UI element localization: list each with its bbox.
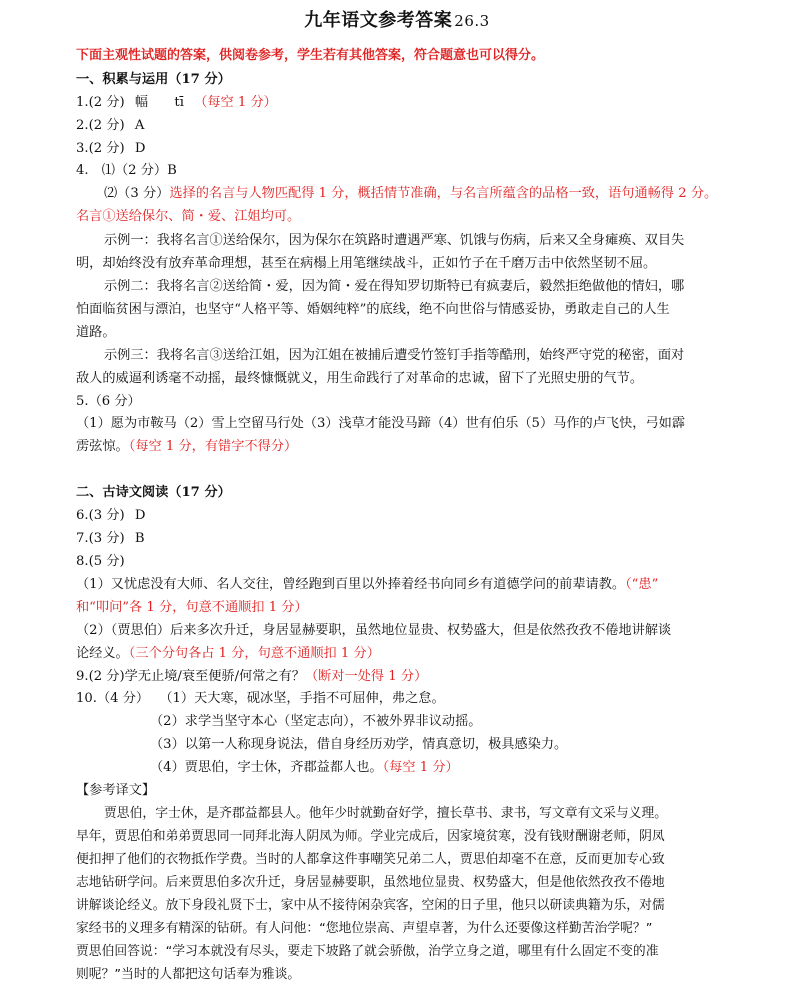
translation-line: 贾思伯回答说：“学习本就没有尽头，要走下坡路了就会骄傲，治学立身之道，哪里有什么固定不变的准 (76, 944, 659, 959)
q8-a2-remark: （三个分句各占 1 分，句意不通顺扣 1 分） (128, 646, 380, 661)
translation-line: 早年，贾思伯和弟弟贾思同一同拜北海人阴凤为师。学业完成后，因家境贫寒，没有钱财酬谢老师，阴凤 (76, 829, 665, 844)
q1-answer: 幅 tī (134, 95, 184, 110)
q4-example2-line1: 示例二：我将名言②送给简・爱，因为简・爱在得知罗切斯特已有疯妻后，毅然拒绝做他的情妇，哪 (104, 279, 685, 294)
q1-label: 1.(2 分) (76, 95, 125, 110)
q4-part2-criteria: 选择的名言与人物匹配得 1 分，概括情节准确，与名言所蕴含的品格一致，语句通畅得 2 分。 (169, 186, 718, 201)
q3-answer: D (134, 141, 146, 156)
translation-line: 贾思伯，字士休，是齐郡益都县人。他年少时就勤奋好学，擅长草书、隶书，写文章有文采与义理。 (104, 806, 668, 821)
q10-label: 10.（4 分） (76, 691, 150, 706)
q5-line2-text: 雳弦惊。 (76, 439, 129, 454)
q4-example2-line2: 怕面临贫困与漂泊，也坚守“人格平等、婚姻纯粹”的底线，绝不向世俗与情感妥协，勇敢走自己的人生 (76, 302, 670, 317)
q1-line (76, 92, 277, 113)
q9-remark: （断对一处得 1 分） (304, 669, 428, 684)
q4-example3-line2: 敌人的威逼利诱毫不动摇，最终慷慨就义，用生命践行了对革命的忠诚，留下了光照史册的气节。 (76, 371, 644, 386)
translation-line: 家经书的义理多有精深的钻研。有人问他：“您地位崇高、声望卓著，为什么还要像这样勤苦治学呢？” (76, 921, 653, 936)
q9-line (76, 666, 427, 687)
q4-part1-line: 4. ⑴（2 分）B (76, 163, 177, 178)
q4-part2-criteria-cont: 名言①送给保尔、简・爱、江姐均可。 (76, 209, 301, 224)
q10-a1: （1）天大寒，砚冰坚，手指不可屈伸，弗之怠。 (159, 691, 445, 706)
q2-line (76, 115, 144, 136)
title-text: 九年语文参考答案 (304, 10, 453, 31)
grading-note: 下面主观性试题的答案，供阅卷参考，学生若有其他答案，符合题意也可以得分。 (76, 48, 545, 63)
q5-remark: （每空 1 分，有错字不得分） (128, 439, 298, 454)
page-title (0, 6, 794, 32)
q8-a1-remark: （“患” (625, 577, 659, 592)
q10-a4-line (150, 757, 459, 778)
q10-a2: （2）求学当坚守本心（坚定志向），不被外界非议动摇。 (150, 714, 482, 729)
section2-heading: 二、古诗文阅读（17 分） (76, 485, 231, 500)
translation-line: 便扣押了他们的衣物抵作学费。当时的人都拿这件事嘲笑兄弟二人，贾思伯却毫不在意，反而更加专心致 (76, 852, 665, 867)
q6-answer: D (134, 508, 146, 523)
q8-a1-text: （1）又忧虑没有大师、名人交往，曾经跑到百里以外捧着经书向同乡有道德学问的前辈请教。 (76, 577, 626, 592)
q6-label: 6.(3 分) (76, 508, 125, 523)
q8-a2-line2 (76, 643, 380, 664)
translation-line: 讲解谈论经义。放下身段礼贤下士，家中从不接待闲杂宾客，空闲的日子里，他只以研读典籍为乐，对儒 (76, 898, 665, 913)
q1-remark: （每空 1 分） (194, 95, 277, 110)
q7-line (76, 528, 145, 549)
q3-label: 3.(2 分) (76, 141, 125, 156)
q8-a1-line1 (76, 574, 658, 595)
q8-a2-text: 论经义。 (76, 646, 129, 661)
q10-line1 (76, 688, 445, 709)
section1-heading: 一、积累与运用（17 分） (76, 72, 231, 87)
q8-a2-line1: （2）（贾思伯）后来多次升迁，身居显赫要职，虽然地位显贵、权势盛大，但是依然孜孜不倦地讲解谈 (76, 623, 672, 638)
q3-line (76, 138, 145, 159)
q2-label: 2.(2 分) (76, 118, 125, 133)
q6-line (76, 505, 145, 526)
q9-answer: 学无止境/衰至便骄/何常之有？ (124, 669, 305, 684)
translation-heading: 【参考译文】 (76, 783, 156, 798)
q4-example1-line1: 示例一：我将名言①送给保尔，因为保尔在筑路时遭遇严寒、饥饿与伤病，后来又全身瘫痪、双目失 (104, 233, 685, 248)
q4-part2-line (104, 183, 717, 204)
q2-answer: A (134, 118, 145, 133)
q4-example3-line1: 示例三：我将名言③送给江姐，因为江姐在被捕后遭受竹签钉手指等酷刑，始终严守党的秘密，面对 (104, 348, 685, 363)
q9-label: 9.(2 分) (76, 669, 125, 684)
q8-a1-remark-cont: 和“叩问”各 1 分，句意不通顺扣 1 分） (76, 600, 308, 615)
translation-line: 则呢？”当时的人都把这句话奉为雅谈。 (76, 967, 301, 982)
q5-label: 5.（6 分） (76, 394, 141, 409)
q10-a3: （3）以第一人称现身说法，借自身经历劝学，情真意切，极具感染力。 (150, 737, 568, 752)
title-code: 26.3 (454, 12, 490, 30)
q4-example1-line2: 明，却始终没有放弃革命理想，甚至在病榻上用笔继续战斗，正如竹子在千磨万击中依然坚韧不屈。 (76, 256, 657, 271)
q4-part2-label: ⑵（3 分） (104, 186, 170, 201)
q7-answer: B (134, 531, 145, 546)
q10-a4-remark: （每空 1 分） (382, 760, 459, 775)
q8-label: 8.(5 分) (76, 554, 125, 569)
q5-line2 (76, 436, 297, 457)
q7-label: 7.(3 分) (76, 531, 125, 546)
translation-line: 志地钻研学问。后来贾思伯多次升迁，身居显赫要职，虽然地位显贵、权势盛大，但是他依然孜孜不倦地 (76, 875, 665, 890)
q4-example2-line3: 道路。 (76, 325, 116, 340)
q10-a4: （4）贾思伯，字士休，齐郡益都人也。 (150, 760, 383, 775)
q5-line1: （1）愿为市鞍马（2）雪上空留马行处（3）浅草才能没马蹄（4）世有伯乐（5）马作的卢飞快，弓如霹 (76, 416, 686, 431)
